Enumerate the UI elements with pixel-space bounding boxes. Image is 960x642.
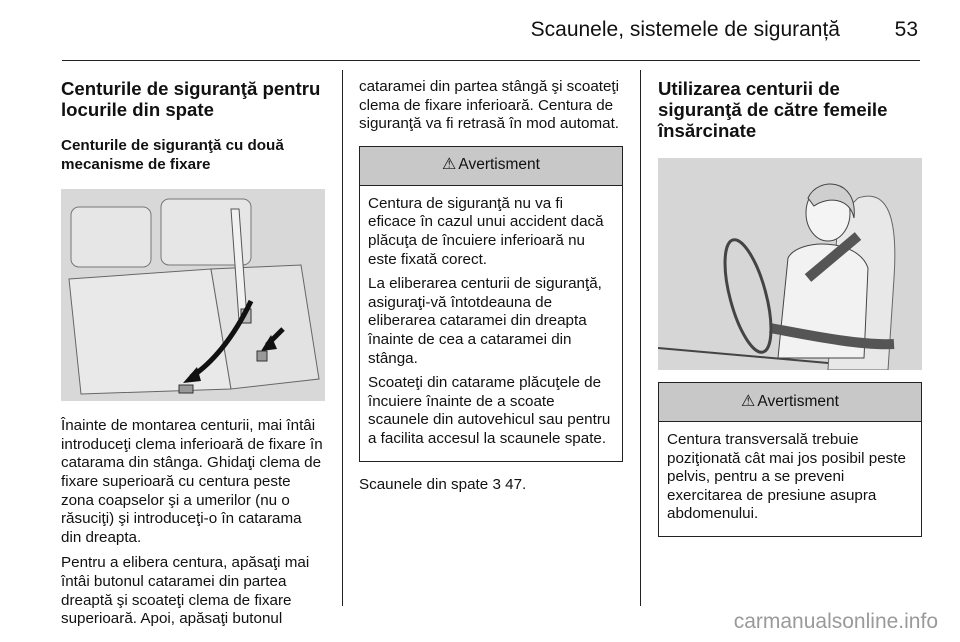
warning-triangle-icon: ⚠	[442, 156, 457, 174]
warning-body	[360, 186, 622, 461]
warning-box	[658, 382, 922, 537]
rear-seatbelt-drawing	[61, 189, 325, 401]
header-rule	[62, 60, 920, 61]
page-number: 53	[894, 18, 918, 41]
section-subheading: Centurile de siguranţă cu două mecanisme de fixare	[61, 137, 284, 173]
reference-text: Scaunele din spate	[359, 475, 489, 493]
watermark: carmanualsonline.info	[733, 610, 938, 633]
reference-page: 47.	[505, 475, 527, 493]
warning-text: Centura de siguranţă nu va fi eficace în cazul unui accident dacă plăcuţa de încuiere inferioară nu este fixată corect.	[368, 194, 604, 268]
warning-title: Avertisment	[757, 392, 839, 410]
warning-header	[360, 147, 622, 186]
section-heading: Utilizarea centurii de siguranţă de către femeile însărcinate	[658, 78, 888, 141]
warning-body	[659, 422, 921, 536]
warning-title: Avertisment	[458, 156, 540, 174]
column-left	[61, 78, 325, 636]
rear-seatbelt-illustration	[61, 189, 325, 401]
page-header	[0, 0, 960, 62]
paragraph: Înainte de montarea centurii, mai întâi introduceţi clema inferioară de fixare în catarama din stânga. Ghidaţi clema de fixare superioară cu centura peste zona coapselor şi a umerilor (nu o răsuciţi) şi introduceţi-o în catarama din dreapta.	[61, 417, 323, 546]
paragraph: cataramei din partea stângă şi scoateţi clema de fixare inferioară. Centura de siguranţă va fi retrasă în mod automat.	[359, 78, 620, 133]
column-divider	[640, 70, 641, 606]
warning-text: La eliberarea centurii de siguranţă, asiguraţi-vă întotdeauna de eliberarea cataramei din dreapta înainte de cea a cataramei din stânga.	[368, 275, 602, 367]
warning-triangle-icon: ⚠	[741, 392, 756, 410]
paragraph: Pentru a elibera centura, apăsaţi mai întâi butonul cataramei din partea dreaptă şi scoateţi clema de fixare superioară. Apoi, apăsaţi butonul	[61, 554, 310, 628]
column-right	[658, 78, 922, 551]
warning-text: Scoateţi din catarame plăcuţele de încuiere înainte de a scoate scaunele din autovehicul sau pentru a facilita accesul la scaunele spate.	[368, 374, 611, 447]
reference-arrow-icon: 3	[492, 475, 501, 493]
warning-box	[359, 146, 623, 462]
section-heading: Centurile de siguranţă pentru locurile din spate	[61, 78, 321, 120]
warning-text: Centura transversală trebuie poziţionată cât mai jos posibil peste pelvis, pentru a se preveni exercitarea de presiune asupra abdomenului.	[667, 431, 906, 523]
column-middle	[359, 78, 623, 501]
page-title: Scaunele, sistemele de siguranță	[530, 18, 840, 41]
cross-reference[interactable]	[359, 476, 623, 495]
column-divider	[342, 70, 343, 606]
pregnant-driver-drawing	[658, 158, 922, 370]
warning-header	[659, 383, 921, 422]
pregnant-driver-illustration	[658, 158, 922, 370]
